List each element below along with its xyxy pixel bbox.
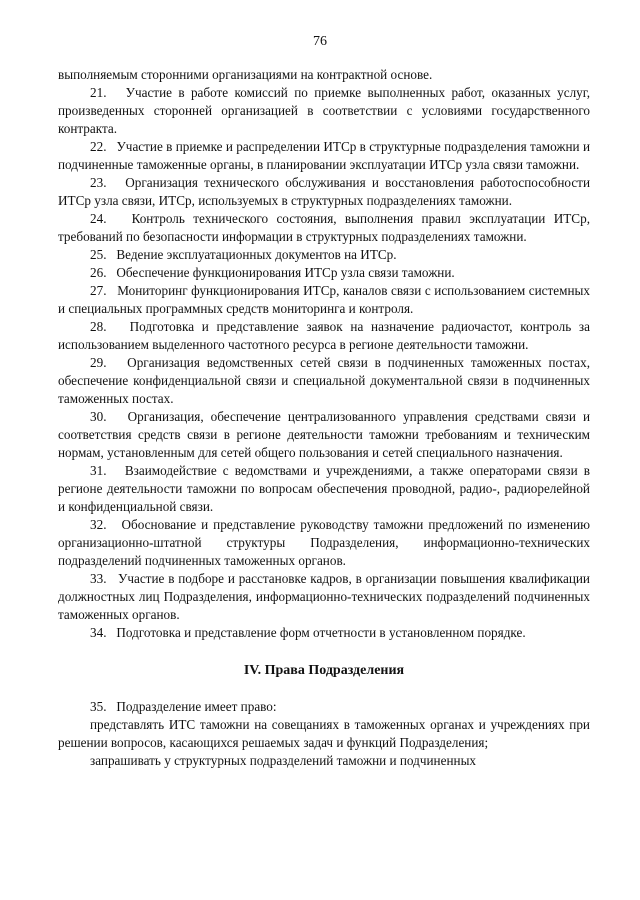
page-number: 76 — [313, 34, 327, 49]
paragraph-text: Подразделение имеет право: — [116, 699, 277, 714]
item-number: 24. — [90, 211, 107, 226]
paragraph-p34 — [58, 624, 590, 642]
paragraph-text: представлять ИТС таможни на совещаниях в таможенных органах и учреждениях при решении вопросов, касающихся решаемых задач и функций Подразделения; — [58, 717, 590, 750]
paragraph-text: Обеспечение функционирования ИТСр узла связи таможни. — [116, 265, 455, 280]
paragraph-text: запрашивать у структурных подразделений таможни и подчиненных — [90, 753, 477, 768]
paragraph-text: Мониторинг функционирования ИТСр, каналов связи с использованием системных и специальных программных средств мониторинга и контроля. — [58, 283, 590, 316]
paragraph-p30 — [58, 408, 590, 462]
paragraph-p25 — [58, 246, 590, 264]
paragraph-p35 — [58, 698, 590, 716]
paragraph-p33 — [58, 570, 590, 624]
paragraph-p26 — [58, 264, 590, 282]
paragraph-p27 — [58, 282, 590, 318]
paragraph-p21 — [58, 84, 590, 138]
item-number: 26. — [90, 265, 107, 280]
paragraph-text: Взаимодействие с ведомствами и учреждениями, а также операторами связи в регионе деятельности таможни по вопросам обеспечения проводной, радио-, радиорелейной и конфиденциальной связи. — [58, 463, 590, 514]
document-body — [58, 66, 590, 770]
paragraph-text: Подготовка и представление заявок на назначение радиочастот, контроль за использованием выделенного частотного ресурса в регионе деятельности таможни. — [58, 319, 590, 352]
section-title: IV. Права Подразделения — [243, 663, 405, 678]
paragraph-text: Ведение эксплуатационных документов на ИТСр. — [116, 247, 397, 262]
item-number: 21. — [90, 85, 107, 100]
paragraph-text: Организация, обеспечение централизованного управления средствами связи и соответствия средств связи в регионе деятельности таможни требованиям и техническим нормам, установленным для сетей общего пользования и сетей специального назначения. — [58, 409, 591, 460]
paragraph-p24 — [58, 210, 590, 246]
paragraph-p32 — [58, 516, 590, 570]
paragraph-text: Организация технического обслуживания и восстановления работоспособности ИТСр узла связи, ИТСр, используемых в структурных подразделениях таможни. — [58, 175, 591, 208]
paragraph-text: Участие в приемке и распределении ИТСр в структурные подразделения таможни и подчиненные таможенные органы, в планировании эксплуатации ИТСр узла связи таможни. — [58, 139, 590, 172]
item-number: 35. — [90, 699, 107, 714]
item-number: 32. — [90, 517, 107, 532]
paragraph-text: Участие в работе комиссий по приемке выполненных работ, оказанных услуг, произведенных сторонней организацией в соответствии с условиями государственного контракта. — [58, 85, 590, 136]
paragraph-p22 — [58, 138, 590, 174]
paragraph-text: Обоснование и представление руководству таможни предложений по изменению организационно-штатной структуры Подразделения, информационно-технических подразделений подчиненных таможенных органов. — [58, 517, 590, 568]
item-number: 25. — [90, 247, 107, 262]
item-number: 31. — [90, 463, 107, 478]
paragraph-p31 — [58, 462, 590, 516]
paragraph-p28 — [58, 318, 590, 354]
paragraph-p35b — [58, 752, 590, 770]
paragraph-p29 — [58, 354, 590, 408]
paragraph-p-cont — [58, 66, 590, 84]
paragraph-p35a — [58, 716, 590, 752]
item-number: 33. — [90, 571, 107, 586]
item-number: 30. — [90, 409, 107, 424]
item-number: 22. — [90, 139, 107, 154]
item-number: 27. — [90, 283, 107, 298]
paragraph-text: Подготовка и представление форм отчетности в установленном порядке. — [116, 625, 526, 640]
item-number: 34. — [90, 625, 107, 640]
item-number: 23. — [90, 175, 107, 190]
item-number: 28. — [90, 319, 107, 334]
item-number: 29. — [90, 355, 107, 370]
functions-list — [58, 66, 590, 642]
paragraph-text: Организация ведомственных сетей связи в подчиненных таможенных постах, обеспечение конфиденциальной связи и специальной документальной связи в подчиненных таможенных постах. — [58, 355, 590, 406]
rights-list — [58, 698, 590, 770]
paragraph-text: Контроль технического состояния, выполнения правил эксплуатации ИТСр, требований по безопасности информации в структурных подразделениях таможни. — [58, 211, 590, 244]
paragraph-text: выполняемым сторонними организациями на контрактной основе. — [58, 67, 433, 82]
paragraph-text: Участие в подборе и расстановке кадров, в организации повышения квалификации должностных лиц Подразделения, информационно-технических подразделений подчиненных таможенных органов. — [58, 571, 590, 622]
paragraph-p23 — [58, 174, 590, 210]
